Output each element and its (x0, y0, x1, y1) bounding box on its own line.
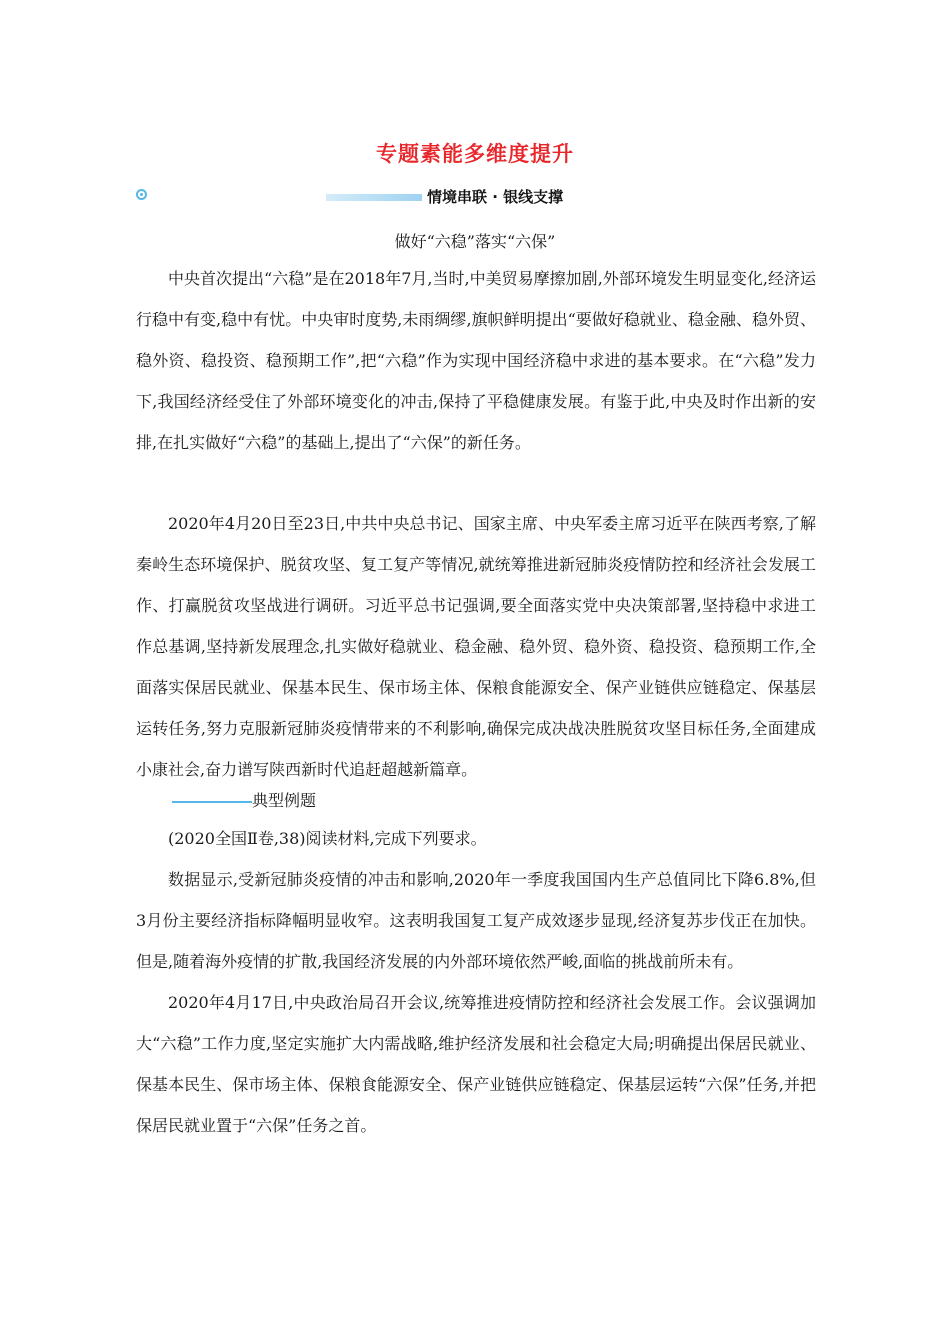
paragraph: 数据显示,受新冠肺炎疫情的冲击和影响,2020年一季度我国国内生产总值同比下降6.8%,但3月份主要经济指标降幅明显收窄。这表明我国复工复产成效逐步显现,经济复苏步伐正在加快。但是,随着海外疫情的扩散,我国经济发展的内外部环境依然严峻,面临的挑战前所未有。 (136, 870, 816, 971)
example-body (136, 818, 816, 1146)
article-body (136, 503, 816, 790)
question-source: (2020全国Ⅱ卷,38)阅读材料,完成下列要求。 (168, 829, 487, 848)
paragraph: 2020年4月17日,中央政治局召开会议,统筹推进疫情防控和经济社会发展工作。会议强调加大“六稳”工作力度,坚定实施扩大内需战略,维护经济发展和社会稳定大局;明确提出保居民就业、保基本民生、保市场主体、保粮食能源安全、保产业链供应链稳定、保基层运转“六保”任务,并把保居民就业置于“六保”任务之首。 (136, 993, 816, 1135)
article-body (136, 258, 816, 463)
target-icon (136, 189, 147, 200)
article-title: 做好“六稳”落实“六保” (394, 232, 556, 251)
paragraph: 2020年4月20日至23日,中共中央总书记、国家主席、中央军委主席习近平在陕西考察,了解秦岭生态环境保护、脱贫攻坚、复工复产等情况,就统筹推进新冠肺炎疫情防控和经济社会发展工作、打赢脱贫攻坚战进行调研。习近平总书记强调,要全面落实党中央决策部署,坚持稳中求进工作总基调,坚持新发展理念,扎实做好稳就业、稳金融、稳外贸、稳外资、稳投资、稳预期工作,全面落实保居民就业、保基本民生、保市场主体、保粮食能源安全、保产业链供应链稳定、保基层运转任务,努力克服新冠肺炎疫情带来的不利影响,确保完成决战决胜脱贫攻坚目标任务,全面建成小康社会,奋力谱写陕西新时代追赶超越新篇章。 (136, 514, 816, 779)
example-label: 典型例题 (252, 791, 317, 810)
page-title: 专题素能多维度提升 (376, 142, 574, 166)
paragraph: 中央首次提出“六稳”是在2018年7月,当时,中美贸易摩擦加剧,外部环境发生明显变化,经济运行稳中有变,稳中有忧。中央审时度势,未雨绸缪,旗帜鲜明提出“要做好稳就业、稳金融、稳外贸、稳外资、稳投资、稳预期工作”,把“六稳”作为实现中国经济稳中求进的基本要求。在“六稳”发力下,我国经济经受住了外部环境变化的冲击,保持了平稳健康发展。有鉴于此,中央及时作出新的安排,在扎实做好“六稳”的基础上,提出了“六保”的新任务。 (136, 269, 816, 452)
section-bar-decoration (326, 194, 422, 201)
section-heading: 情境串联 · 银线支撑 (427, 188, 564, 206)
example-bar-decoration (172, 790, 252, 803)
